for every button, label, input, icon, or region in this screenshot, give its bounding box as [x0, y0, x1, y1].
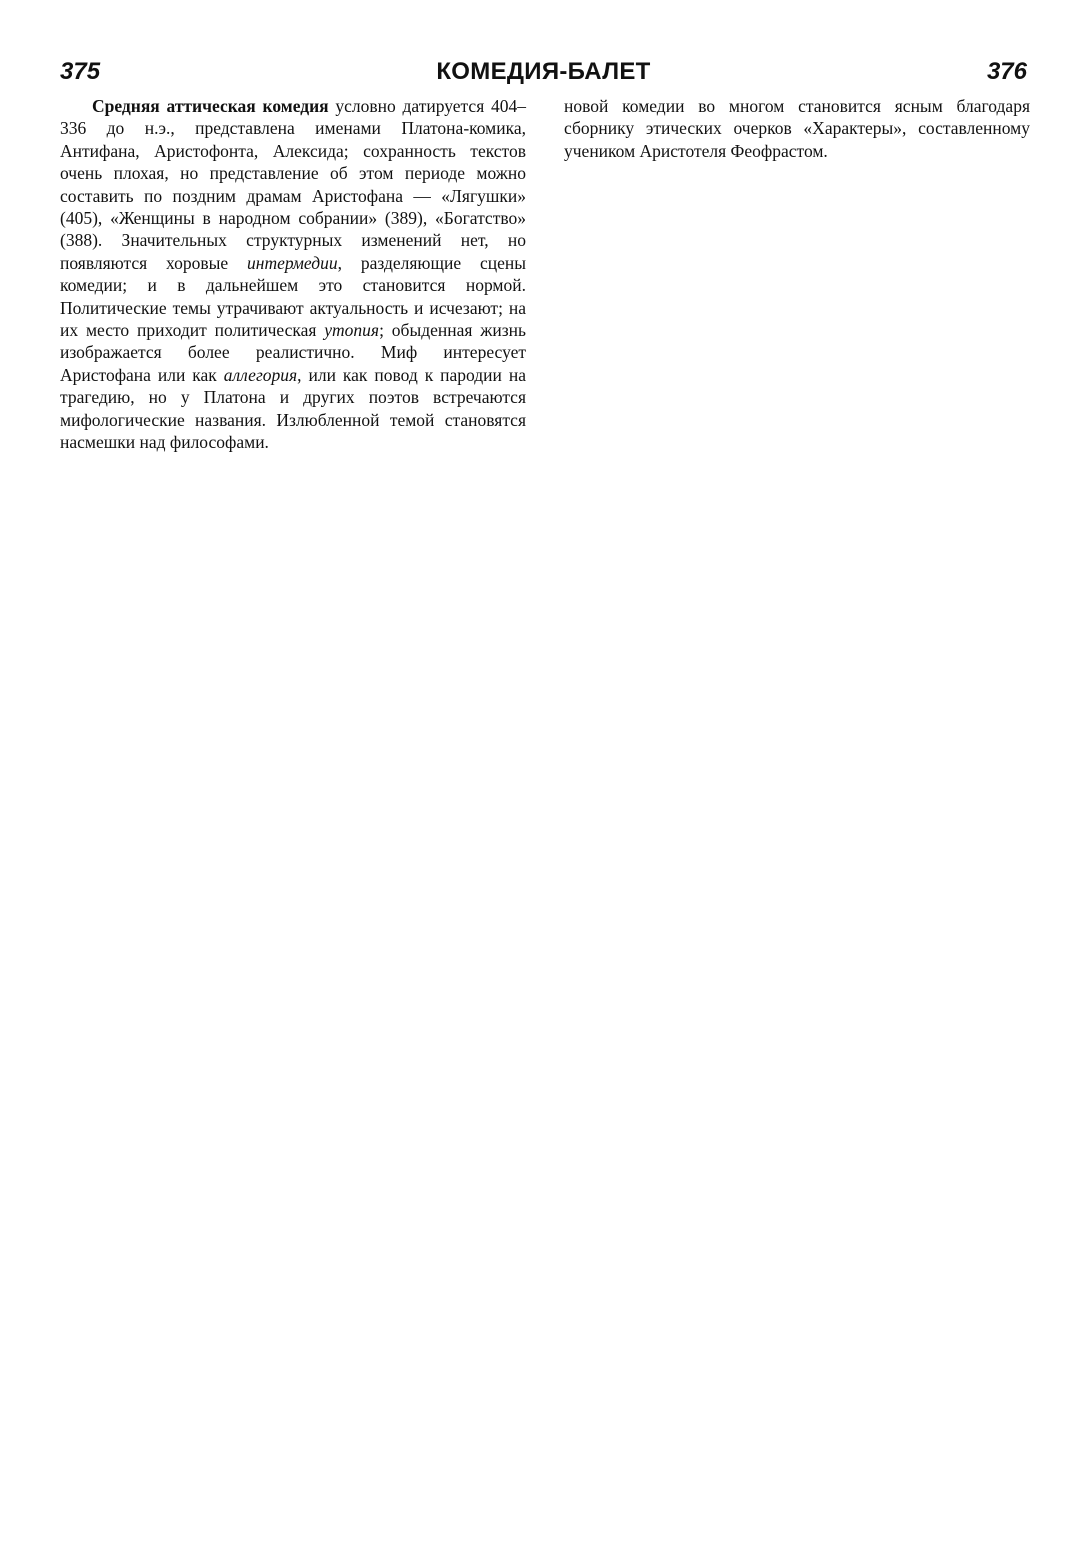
paragraph-middle-attic-comedy: [60, 95, 526, 454]
term-middle-attic-comedy: Средняя аттическая комедия: [92, 96, 329, 116]
left-page-number: 375: [60, 58, 101, 85]
text: , разделяющие сцены комедии; и в дальнейшем это становится нормой. Политические темы утрачивают актуальность и исчезают; на их место приходит политическая: [60, 252, 526, 341]
italic-term: утопия: [324, 320, 380, 341]
text: условно датируется 404–336 до н.э., представлена именами Платона-комика, Антифана, Аристофонта, Алексида; сохранность текстов очень плохая, но представление об этом периоде можно составить по поздним драмам Аристофана — «Лягушки» (405), «Женщины в народном собрании» (389), «Богатство» (388). Значительных структурных изменений нет, но появляются хоровые: [60, 96, 526, 273]
paragraph-continued: новой комедии во многом становится ясным благодаря сборнику этических очерков «Характеры», составленному учеником Аристотеля Феофрастом.: [564, 96, 1030, 161]
italic-term: аллегория: [223, 364, 298, 385]
text-columns: [60, 95, 1030, 454]
italic-term: интермедии: [247, 252, 338, 273]
text: ; обыденная жизнь изображается более реалистично. Миф интересует Аристофана или как: [60, 320, 526, 385]
running-title: КОМЕДИЯ-БАЛЕТ: [436, 58, 651, 85]
text: , или как повод к пародии на трагедию, но у Платона и других поэтов встречаются мифологические названия. Излюбленной темой становятся насмешки над философами.: [60, 364, 526, 453]
running-head: [60, 52, 1027, 92]
right-page-number: 376: [986, 58, 1027, 85]
right-column: [564, 95, 1030, 454]
left-column: [60, 95, 526, 454]
